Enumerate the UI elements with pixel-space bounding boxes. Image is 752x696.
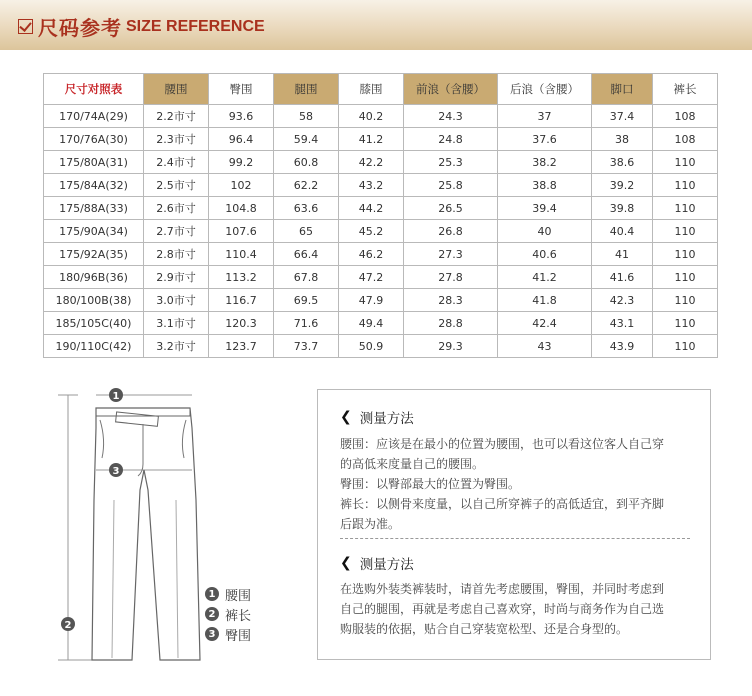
table-cell: 110 — [653, 266, 718, 289]
banner-title-zh: 尺码参考 — [38, 16, 122, 40]
table-cell: 175/92A(35) — [44, 243, 144, 266]
header-thigh: 腿围 — [274, 74, 339, 105]
table-cell: 2.8市寸 — [144, 243, 209, 266]
table-cell: 58 — [274, 105, 339, 128]
table-cell: 99.2 — [209, 151, 274, 174]
table-cell: 24.3 — [404, 105, 498, 128]
table-cell: 175/84A(32) — [44, 174, 144, 197]
header-knee: 膝围 — [339, 74, 404, 105]
table-cell: 62.2 — [274, 174, 339, 197]
marker-1 — [109, 388, 123, 402]
table-cell: 2.4市寸 — [144, 151, 209, 174]
table-cell: 63.6 — [274, 197, 339, 220]
table-cell: 107.6 — [209, 220, 274, 243]
table-cell: 110 — [653, 151, 718, 174]
table-row — [44, 174, 718, 197]
table-row — [44, 105, 718, 128]
table-row — [44, 197, 718, 220]
table-cell: 41.2 — [498, 266, 592, 289]
table-cell: 46.2 — [339, 243, 404, 266]
table-cell: 65 — [274, 220, 339, 243]
table-cell: 41.6 — [592, 266, 653, 289]
table-cell: 28.8 — [404, 312, 498, 335]
title-banner — [0, 0, 752, 50]
table-cell: 47.9 — [339, 289, 404, 312]
table-cell: 41.2 — [339, 128, 404, 151]
header-front-rise: 前浪（含腰） — [404, 74, 498, 105]
method2-line: 购服装的依据，贴合自己穿装宽松型、还是合身型的。 — [340, 622, 629, 636]
table-cell: 180/96B(36) — [44, 266, 144, 289]
table-row — [44, 289, 718, 312]
table-cell: 25.8 — [404, 174, 498, 197]
table-cell: 110 — [653, 335, 718, 358]
header-waist: 腰围 — [144, 74, 209, 105]
header-leg-opening: 脚口 — [592, 74, 653, 105]
table-cell: 3.0市寸 — [144, 289, 209, 312]
table-cell: 40.4 — [592, 220, 653, 243]
header-length: 裤长 — [653, 74, 718, 105]
table-cell: 42.3 — [592, 289, 653, 312]
diagram-legend — [205, 584, 251, 644]
legend-number-2: 2 — [205, 607, 219, 621]
table-cell: 113.2 — [209, 266, 274, 289]
table-cell: 27.8 — [404, 266, 498, 289]
table-cell: 43.9 — [592, 335, 653, 358]
pants-diagram — [40, 380, 300, 680]
table-cell: 104.8 — [209, 197, 274, 220]
table-cell: 3.1市寸 — [144, 312, 209, 335]
size-table-header-row — [44, 74, 718, 105]
legend-number-1: 1 — [205, 587, 219, 601]
method1-text — [340, 434, 695, 534]
table-cell: 71.6 — [274, 312, 339, 335]
size-table — [43, 73, 718, 358]
table-cell: 185/105C(40) — [44, 312, 144, 335]
table-cell: 38.6 — [592, 151, 653, 174]
table-cell: 26.5 — [404, 197, 498, 220]
method1-heading-text: 测量方法 — [359, 411, 414, 427]
method1-line: 后跟为准。 — [340, 517, 401, 531]
table-cell: 2.9市寸 — [144, 266, 209, 289]
table-row — [44, 312, 718, 335]
table-cell: 45.2 — [339, 220, 404, 243]
table-cell: 170/74A(29) — [44, 105, 144, 128]
table-cell: 50.9 — [339, 335, 404, 358]
divider — [340, 538, 690, 539]
table-cell: 27.3 — [404, 243, 498, 266]
table-cell: 39.4 — [498, 197, 592, 220]
table-cell: 2.3市寸 — [144, 128, 209, 151]
table-cell: 96.4 — [209, 128, 274, 151]
table-cell: 69.5 — [274, 289, 339, 312]
table-cell: 110 — [653, 243, 718, 266]
table-cell: 102 — [209, 174, 274, 197]
table-cell: 39.8 — [592, 197, 653, 220]
table-cell: 2.5市寸 — [144, 174, 209, 197]
table-cell: 110 — [653, 174, 718, 197]
chevron-left-icon: ❮ — [340, 409, 352, 425]
table-cell: 2.7市寸 — [144, 220, 209, 243]
table-cell: 175/88A(33) — [44, 197, 144, 220]
table-cell: 26.8 — [404, 220, 498, 243]
table-cell: 37.4 — [592, 105, 653, 128]
banner-title-en: SIZE REFERENCE — [126, 17, 265, 35]
table-row — [44, 266, 718, 289]
table-row — [44, 335, 718, 358]
table-cell: 66.4 — [274, 243, 339, 266]
table-cell: 110 — [653, 312, 718, 335]
table-cell: 190/110C(42) — [44, 335, 144, 358]
table-cell: 39.2 — [592, 174, 653, 197]
table-cell: 116.7 — [209, 289, 274, 312]
table-cell: 24.8 — [404, 128, 498, 151]
table-cell: 3.2市寸 — [144, 335, 209, 358]
table-cell: 43.1 — [592, 312, 653, 335]
table-row — [44, 128, 718, 151]
method2-line: 在选购外装类裤装时，请首先考虑腰围，臀围，并同时考虑到 — [340, 582, 665, 596]
measurement-method-box — [317, 389, 711, 660]
marker-2 — [61, 617, 75, 631]
table-cell: 73.7 — [274, 335, 339, 358]
method1-line: 腰围：应该是在最小的位置为腰围，也可以看这位客人自己穿 — [340, 437, 665, 451]
table-cell: 180/100B(38) — [44, 289, 144, 312]
table-cell: 42.2 — [339, 151, 404, 174]
table-cell: 43.2 — [339, 174, 404, 197]
table-cell: 175/80A(31) — [44, 151, 144, 174]
legend-item-waist — [205, 584, 251, 604]
table-cell: 67.8 — [274, 266, 339, 289]
table-cell: 42.4 — [498, 312, 592, 335]
legend-item-hip — [205, 624, 251, 644]
table-cell: 40.6 — [498, 243, 592, 266]
table-row — [44, 220, 718, 243]
table-cell: 43 — [498, 335, 592, 358]
table-cell: 108 — [653, 128, 718, 151]
table-cell: 40.2 — [339, 105, 404, 128]
table-cell: 110 — [653, 289, 718, 312]
table-cell: 49.4 — [339, 312, 404, 335]
legend-item-length — [205, 604, 251, 624]
table-cell: 38 — [592, 128, 653, 151]
marker-3 — [109, 463, 123, 477]
method1-line: 臀围：以臀部最大的位置为臀围。 — [340, 477, 521, 491]
banner-title — [18, 12, 265, 41]
legend-label-length: 裤长 — [225, 608, 252, 624]
chevron-left-icon: ❮ — [340, 555, 352, 571]
method1-line: 裤长：以侧骨来度量，以自己所穿裤子的高低适宜，到平齐脚 — [340, 497, 665, 511]
table-cell: 2.2市寸 — [144, 105, 209, 128]
table-cell: 40 — [498, 220, 592, 243]
size-table-body — [44, 105, 718, 358]
marker-1-label: 1 — [112, 391, 120, 402]
table-cell: 123.7 — [209, 335, 274, 358]
table-row — [44, 243, 718, 266]
table-cell: 120.3 — [209, 312, 274, 335]
table-cell: 175/90A(34) — [44, 220, 144, 243]
table-cell: 110 — [653, 197, 718, 220]
header-back-rise: 后浪（含腰） — [498, 74, 592, 105]
method2-text — [340, 579, 695, 639]
table-row — [44, 151, 718, 174]
legend-label-hip: 臀围 — [225, 628, 252, 644]
table-cell: 41.8 — [498, 289, 592, 312]
table-cell: 60.8 — [274, 151, 339, 174]
table-cell: 110 — [653, 220, 718, 243]
marker-2-label: 2 — [64, 620, 72, 631]
method1-heading — [340, 407, 414, 427]
method1-line: 的高低来度量自己的腰围。 — [340, 457, 485, 471]
table-cell: 44.2 — [339, 197, 404, 220]
marker-3-label: 3 — [112, 466, 120, 477]
table-cell: 38.2 — [498, 151, 592, 174]
table-cell: 37.6 — [498, 128, 592, 151]
table-cell: 38.8 — [498, 174, 592, 197]
table-cell: 93.6 — [209, 105, 274, 128]
legend-label-waist: 腰围 — [225, 588, 252, 604]
method2-heading-text: 测量方法 — [359, 557, 414, 573]
table-cell: 170/76A(30) — [44, 128, 144, 151]
table-cell: 59.4 — [274, 128, 339, 151]
table-cell: 25.3 — [404, 151, 498, 174]
legend-number-3: 3 — [205, 627, 219, 641]
table-cell: 37 — [498, 105, 592, 128]
table-cell: 28.3 — [404, 289, 498, 312]
checkbox-icon — [18, 19, 33, 34]
header-hip: 臀围 — [209, 74, 274, 105]
table-cell: 110.4 — [209, 243, 274, 266]
table-cell: 108 — [653, 105, 718, 128]
table-cell: 29.3 — [404, 335, 498, 358]
header-size-chart: 尺寸对照表 — [44, 74, 144, 105]
method2-heading — [340, 553, 414, 573]
table-cell: 41 — [592, 243, 653, 266]
method2-line: 自己的腿围，再就是考虑自己喜欢穿，时尚与商务作为自己选 — [340, 602, 665, 616]
table-cell: 47.2 — [339, 266, 404, 289]
table-cell: 2.6市寸 — [144, 197, 209, 220]
